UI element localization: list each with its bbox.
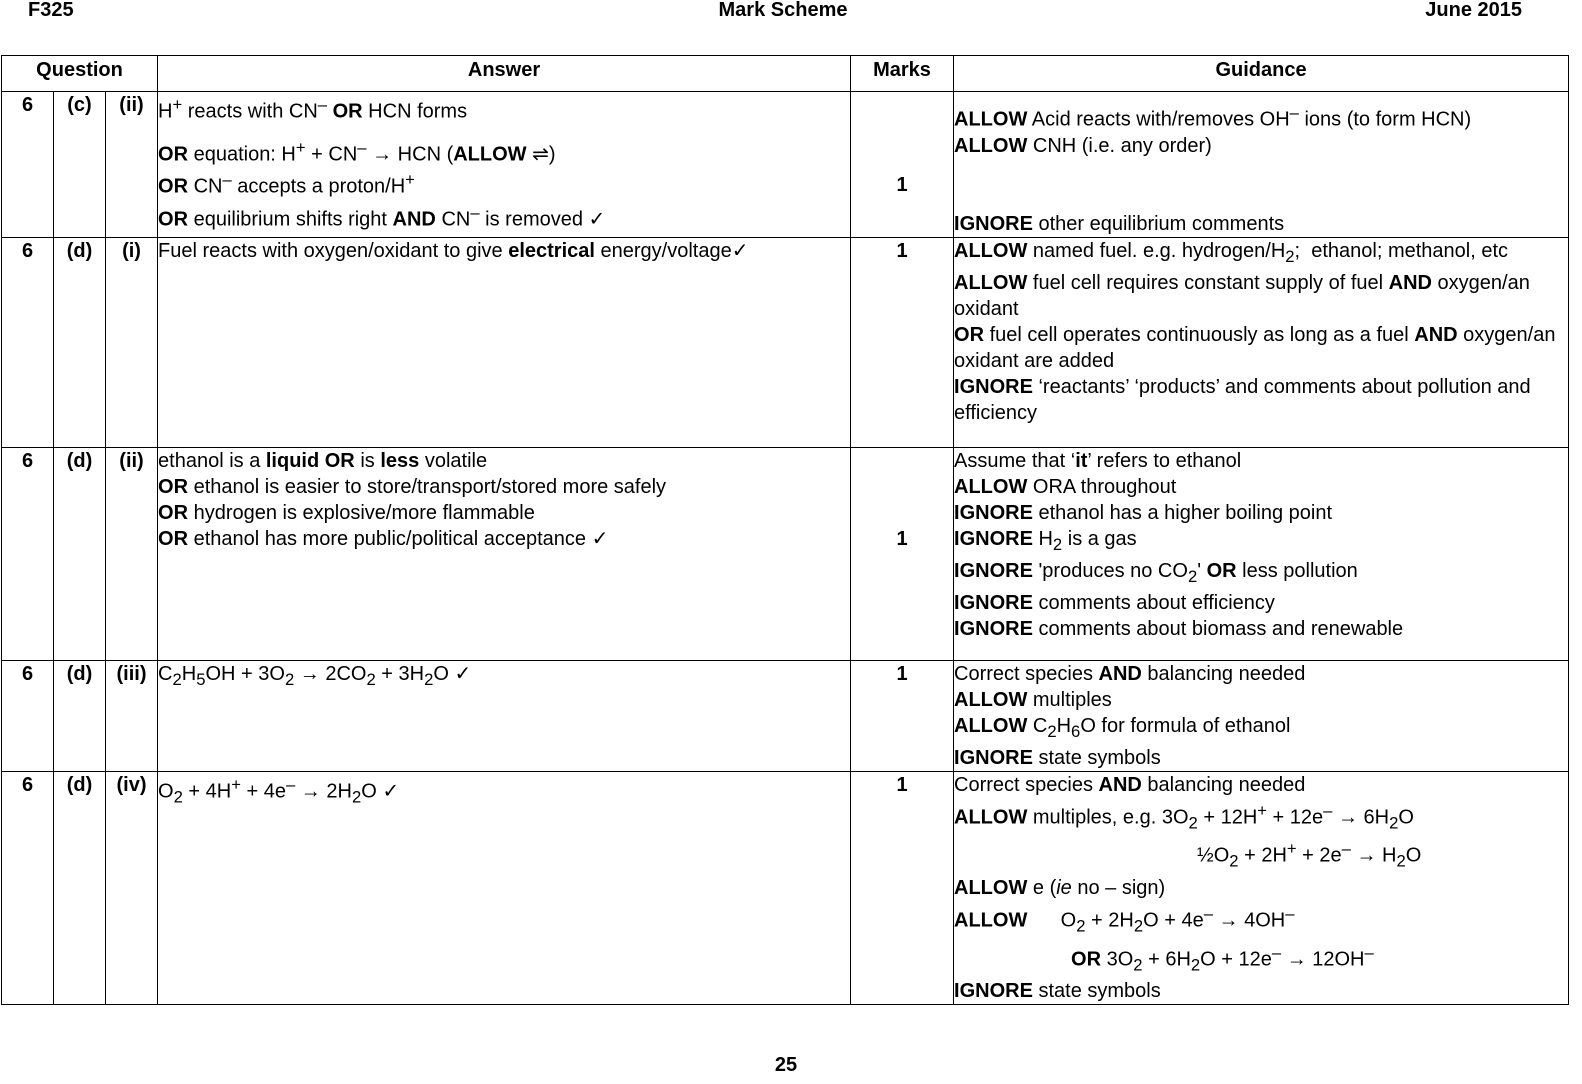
answer-line: OR hydrogen is explosive/more flammable xyxy=(158,501,535,524)
guidance-cell xyxy=(954,92,1569,238)
answer-cell xyxy=(158,660,851,771)
question-subpart: (ii) xyxy=(106,447,158,660)
question-number: 6 xyxy=(2,237,54,447)
guidance-line: ALLOW named fuel. e.g. hydrogen/$H_2$; ethanol; methanol, etc xyxy=(954,239,1509,266)
mark-scheme-table xyxy=(1,55,1569,1005)
guidance-line: IGNORE $H_2$ is a gas xyxy=(954,527,1137,554)
guidance-line: ALLOW ORA throughout xyxy=(954,475,1177,498)
guidance-cell xyxy=(954,771,1569,1005)
answer-cell xyxy=(158,447,851,660)
answer-cell xyxy=(158,92,851,238)
marks-value: 1 xyxy=(896,239,908,262)
question-part: (d) xyxy=(54,447,106,660)
marks-value: 1 xyxy=(896,527,908,550)
guidance-line: Correct species AND balancing needed xyxy=(954,662,1306,685)
marks-header: Marks xyxy=(851,56,954,92)
question-subpart: (i) xyxy=(106,237,158,447)
question-header: Question xyxy=(2,56,158,92)
marks-cell xyxy=(851,92,954,238)
marks-value: 1 xyxy=(896,662,908,685)
answer-line: H+ reacts with CN– OR HCN forms xyxy=(158,95,468,123)
doc-title: Mark Scheme xyxy=(718,0,848,21)
guidance-line: IGNORE ethanol has a higher boiling point xyxy=(954,501,1333,524)
answer-line: OR equilibrium shifts right AND CN– is removed ✓ xyxy=(158,202,606,231)
marks-cell xyxy=(851,237,954,447)
answer-cell xyxy=(158,237,851,447)
question-subpart: (iii) xyxy=(106,660,158,771)
marks-cell xyxy=(851,771,954,1005)
guidance-line: IGNORE ‘reactants’ ‘products’ and comments about pollution and efficiency xyxy=(954,375,1531,424)
guidance-line: Correct species AND balancing needed xyxy=(954,773,1306,796)
guidance-line: ALLOW CNH (i.e. any order) xyxy=(954,134,1212,157)
question-subpart: (iv) xyxy=(106,771,158,1005)
guidance-line: Assume that ‘it’ refers to ethanol xyxy=(954,449,1242,472)
answer-cell xyxy=(158,771,851,1005)
guidance-line: OR fuel cell operates continuously as long as a fuel AND oxygen/an oxidant are added xyxy=(954,323,1556,372)
guidance-line: IGNORE comments about efficiency xyxy=(954,591,1275,614)
table-row xyxy=(2,92,1569,238)
doc-date: June 2015 xyxy=(1425,0,1522,21)
doc-code: F325 xyxy=(28,0,74,21)
answer-line: $C_2H_5OH + 3O_2 \to 2CO_2 + 3H_2O$ ✓ xyxy=(158,662,472,689)
marks-value: 1 xyxy=(896,174,908,196)
guidance-header: Guidance xyxy=(954,56,1569,92)
marks-cell xyxy=(851,447,954,660)
question-number: 6 xyxy=(2,447,54,660)
answer-line: $O_2 + 4H^+ + 4e^- \to 2H_2O$ ✓ xyxy=(158,774,400,807)
marks-value: 1 xyxy=(896,773,908,796)
question-part: (d) xyxy=(54,660,106,771)
answer-line: OR CN– accepts a proton/H+ xyxy=(158,170,415,198)
table-row xyxy=(2,660,1569,771)
marks-cell xyxy=(851,660,954,771)
question-part: (c) xyxy=(54,92,106,238)
guidance-line: ALLOW $C_2H_6O$ for formula of ethanol xyxy=(954,714,1291,741)
guidance-line: ALLOW Acid reacts with/removes OH– ions (to form HCN) xyxy=(954,103,1472,131)
guidance-cell xyxy=(954,447,1569,660)
guidance-line: IGNORE other equilibrium comments xyxy=(954,212,1285,235)
answer-line: OR equation: H+ + CN– → HCN (ALLOW ⇌) xyxy=(158,137,556,166)
guidance-line: IGNORE 'produces no $CO_2'$ OR less pollution xyxy=(954,559,1358,586)
question-part: (d) xyxy=(54,771,106,1005)
question-number: 6 xyxy=(2,771,54,1005)
guidance-line: IGNORE comments about biomass and renewable xyxy=(954,617,1404,640)
guidance-line: OR $3O_2 + 6H_2O + 12e^- \to 12OH^-$ xyxy=(1071,942,1374,975)
guidance-cell xyxy=(954,660,1569,771)
answer-line: Fuel reacts with oxygen/oxidant to give electrical energy/voltage✓ xyxy=(158,239,749,262)
answer-header: Answer xyxy=(158,56,851,92)
table-row xyxy=(2,771,1569,1005)
question-number: 6 xyxy=(2,660,54,771)
table-row xyxy=(2,237,1569,447)
answer-line: OR ethanol is easier to store/transport/stored more safely xyxy=(158,475,667,498)
page-number: 25 xyxy=(774,1054,798,1076)
guidance-line: ALLOW multiples, e.g. $3O_2 + 12H^+ + 12e^- \to 6H_2O$ xyxy=(954,800,1414,833)
guidance-line: IGNORE state symbols xyxy=(954,746,1161,769)
guidance-line: ALLOW fuel cell requires constant supply of fuel AND oxygen/an oxidant xyxy=(954,271,1530,320)
guidance-line: $\frac{1}{2}O_2 + 2H^+ + 2e^- \to H_2O$ xyxy=(1197,839,1422,871)
answer-line: OR ethanol has more public/political acceptance ✓ xyxy=(158,527,609,550)
answer-line: ethanol is a liquid OR is less volatile xyxy=(158,449,488,472)
table-row xyxy=(2,447,1569,660)
table-header-row xyxy=(2,56,1569,92)
guidance-cell xyxy=(954,237,1569,447)
question-part: (d) xyxy=(54,237,106,447)
guidance-line: ALLOW e (ie no – sign) xyxy=(954,876,1166,899)
question-subpart: (ii) xyxy=(106,92,158,238)
question-number: 6 xyxy=(2,92,54,238)
guidance-line: ALLOW multiples xyxy=(954,688,1112,711)
guidance-line: ALLOW $O_2 + 2H_2O + 4e^- \to 4OH^-$ xyxy=(954,903,1295,936)
guidance-line: IGNORE state symbols xyxy=(954,980,1161,1003)
